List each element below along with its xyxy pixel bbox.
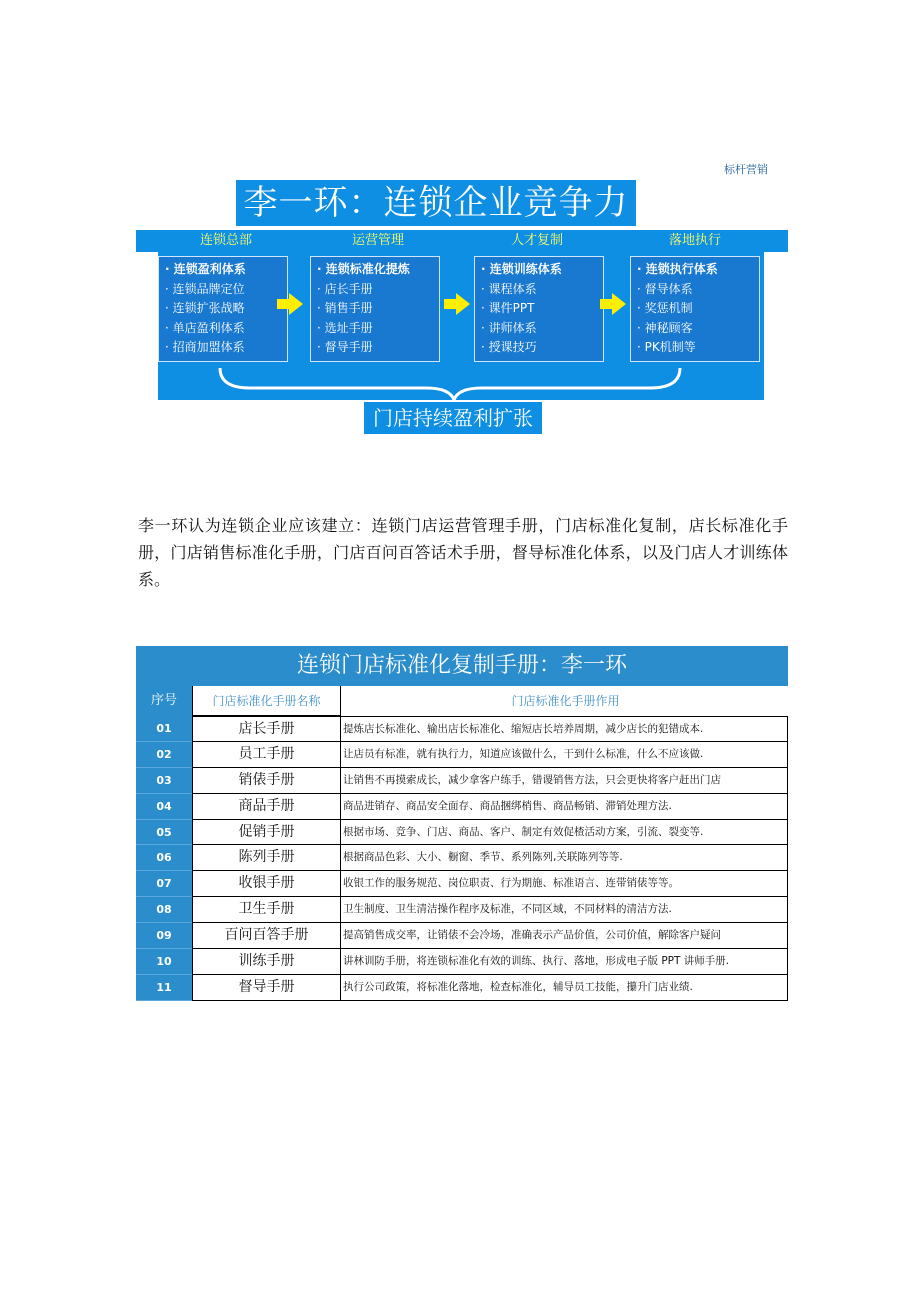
stage-item: · 督导手册	[317, 340, 373, 354]
row-desc: 提高销售成交率，让销俵不会冷场，准确表示产品价值，公司价值，解除客户疑问	[340, 923, 788, 949]
row-desc: 商品进销存、商品安全面存、商品捆绑梢售、商品畅销、滞销处理方法.	[340, 794, 788, 820]
stage-item: · 选址手册	[317, 320, 373, 335]
table-row	[136, 949, 788, 975]
row-name: 百问百答手册	[192, 923, 340, 949]
stage-item: · 连锁盈利体系	[165, 262, 246, 276]
stage-label-hq: 连锁总部	[199, 233, 252, 248]
table-row	[136, 820, 788, 846]
table-title: 连锁门店标准化复制手册：李一环	[136, 646, 788, 686]
row-num: 08	[136, 897, 192, 923]
row-num: 07	[136, 871, 192, 897]
row-num: 11	[136, 975, 192, 1001]
stage-label-operations: 运营管理	[351, 233, 404, 248]
table-row	[136, 897, 788, 923]
row-name: 陈列手册	[192, 845, 340, 871]
stage-box-execution	[630, 256, 760, 362]
stage-item: · 授课技巧	[481, 340, 537, 354]
row-num: 06	[136, 845, 192, 871]
result-label: 门店持续盈利扩张	[364, 402, 542, 434]
stage-item: · 连锁标准化提炼	[317, 262, 410, 276]
stage-item: · 奖惩机制	[637, 301, 693, 315]
stage-item: · PK机制等	[637, 340, 696, 354]
stage-box-talent	[474, 256, 604, 362]
stage-item: · 神秘顾客	[637, 320, 693, 335]
row-name: 销俵手册	[192, 768, 340, 794]
table-header-row	[136, 686, 788, 716]
row-desc: 让销售不再摸索成长，减少拿客户练手，错谡销售方法，只会更快将客户赶出门店	[340, 768, 788, 794]
row-name: 商品手册	[192, 794, 340, 820]
stage-item: · 连锁训练体系	[481, 262, 562, 276]
row-name: 卫生手册	[192, 897, 340, 923]
row-num: 09	[136, 923, 192, 949]
header-num: 序号	[136, 686, 192, 716]
stage-item: · 销售手册	[317, 301, 373, 315]
row-num: 04	[136, 794, 192, 820]
brand-label: 标杆营销	[724, 163, 768, 176]
stage-item: · 连锁扩张战略	[165, 301, 245, 315]
table-row	[136, 975, 788, 1001]
table-row	[136, 768, 788, 794]
table-row	[136, 716, 788, 742]
header-name: 门店标准化手册名称	[192, 686, 340, 716]
table-row	[136, 845, 788, 871]
arrow-right-icon	[289, 293, 303, 315]
table-row	[136, 871, 788, 897]
row-desc: 收银工作的服务规范、岗位职责、行为期施、标准语言、连带销俵等等。	[340, 871, 788, 897]
stage-item: · 课件PPT	[481, 301, 535, 315]
row-num: 05	[136, 820, 192, 846]
row-name: 店长手册	[192, 716, 340, 742]
row-desc: 提炼店长标准化、输出店长标准化、缩短店长培养周期，减少店长的犯错成本.	[340, 716, 788, 742]
row-name: 员工手册	[192, 742, 340, 768]
stage-item: · 单店盈利体系	[165, 320, 245, 335]
row-num: 02	[136, 742, 192, 768]
brace-connector	[210, 366, 690, 402]
arrow-right-icon	[612, 293, 626, 315]
stage-label-talent: 人才复制	[510, 233, 563, 248]
stage-item: · 讲师体系	[481, 320, 537, 335]
row-desc: 让店员有标准，就有执行力，知道应该做什么，干到什么标准，什么不应该做.	[340, 742, 788, 768]
row-name: 促销手册	[192, 820, 340, 846]
row-desc: 根据市场、竞争、门店、商品、客户、制定有效促楂活动方案，引流、裂变等.	[340, 820, 788, 846]
table-row	[136, 742, 788, 768]
row-name: 督导手册	[192, 975, 340, 1001]
table-row	[136, 923, 788, 949]
stage-item: · 督导体系	[637, 281, 693, 296]
stage-item: · 连锁执行体系	[637, 262, 718, 276]
stage-box-operations	[310, 256, 440, 362]
stage-item: · 招商加盟体系	[165, 340, 245, 354]
row-desc: 讲林训防手册，将连锁标准化有效的训练、执行、落地，形成电子版 PPT 讲师手册.	[340, 949, 788, 975]
arrow-right-icon	[456, 293, 470, 315]
body-paragraph: 李一环认为连锁企业应该建立：连锁门店运营管理手册，门店标准化复制，店长标准化手册，门店销售标准化手册，门店百问百答话术手册，督导标准化体系，以及门店人才训练体系。	[138, 516, 788, 589]
stage-item: · 连锁品牌定位	[165, 281, 245, 296]
row-num: 01	[136, 716, 192, 742]
manual-table	[136, 686, 788, 1001]
stage-item: · 课程体系	[481, 281, 537, 296]
row-num: 10	[136, 949, 192, 975]
row-name: 收银手册	[192, 871, 340, 897]
row-desc: 卫生制度、卫生清洁操作程序及标准，不同区域，不同材料的清洁方法.	[340, 897, 788, 923]
table-row	[136, 794, 788, 820]
row-num: 03	[136, 768, 192, 794]
row-desc: 根据商品色彩、大小、橱窗、季节、系列陈列,关联陈列等等.	[340, 845, 788, 871]
stage-box-hq	[158, 256, 288, 362]
row-name: 训练手册	[192, 949, 340, 975]
stage-label-execution: 落地执行	[668, 233, 721, 248]
row-desc: 执行公司政策，将标准化落地，检查标准化，辅导员工技能，攥升门店业绩.	[340, 975, 788, 1001]
stage-item: · 店长手册	[317, 281, 373, 296]
diagram-title: 李一环：连锁企业竞争力	[236, 180, 636, 226]
header-desc: 门店标准化手册作用	[340, 686, 788, 716]
